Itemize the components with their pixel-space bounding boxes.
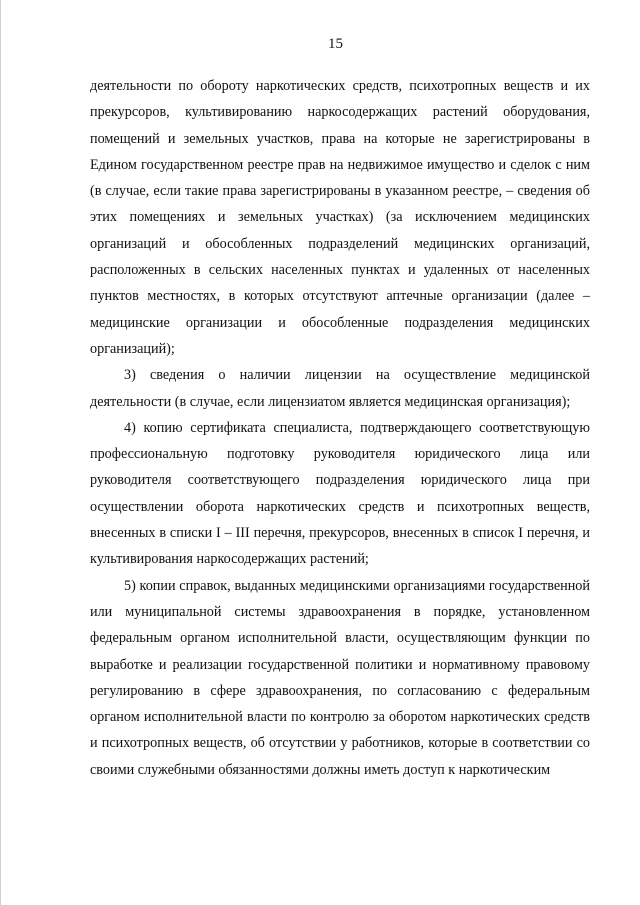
paragraph-item-4: 4) копию сертификата специалиста, подтверждающего соответствующую профессиональную подготовку руководителя юридического лица или руководителя соответствующего подразделения юридического лица при осуществлении оборота наркотических средств и психотропных веществ, внесенных в списки I – III перечня, прекурсоров, внесенных в список I перечня, и культивирования наркосодержащих растений; [90,419,590,568]
paragraph-item-3: 3) сведения о наличии лицензии на осуществление медицинской деятельности (в случае, если лицензиатом является медицинская организация); [90,367,590,410]
document-body [90,73,590,783]
page-number: 15 [328,36,343,52]
paragraph-continuation: деятельности по обороту наркотических средств, психотропных веществ и их прекурсоров, культивированию наркосодержащих растений оборудования, помещений и земельных участков, права на которые не зарегистрированы в Едином государственном реестре прав на недвижимое имущество и сделок с ним (в случае, если такие права зарегистрированы в указанном реестре, – сведения об этих помещениях и земельных участках) (за исключением медицинских организаций и обособленных подразделений медицинских организаций, расположенных в сельских населенных пунктах и удаленных от населенных пунктов местностях, в которых отсутствуют аптечные организации (далее – медицинские организации и обособленные подразделения медицинских организаций); [90,78,590,357]
paragraph-item-5: 5) копии справок, выданных медицинскими организациями государственной или муниципальной системы здравоохранения в порядке, установленном федеральным органом исполнительной власти, осуществляющим функции по выработке и реализации государственной политики и нормативному правовому регулированию в сфере здравоохранения, по согласованию с федеральным органом исполнительной власти по контролю за оборотом наркотических средств и психотропных веществ, об отсутствии у работников, которые в соответствии со своими служебными обязанностями должны иметь доступ к наркотическим [90,577,590,778]
